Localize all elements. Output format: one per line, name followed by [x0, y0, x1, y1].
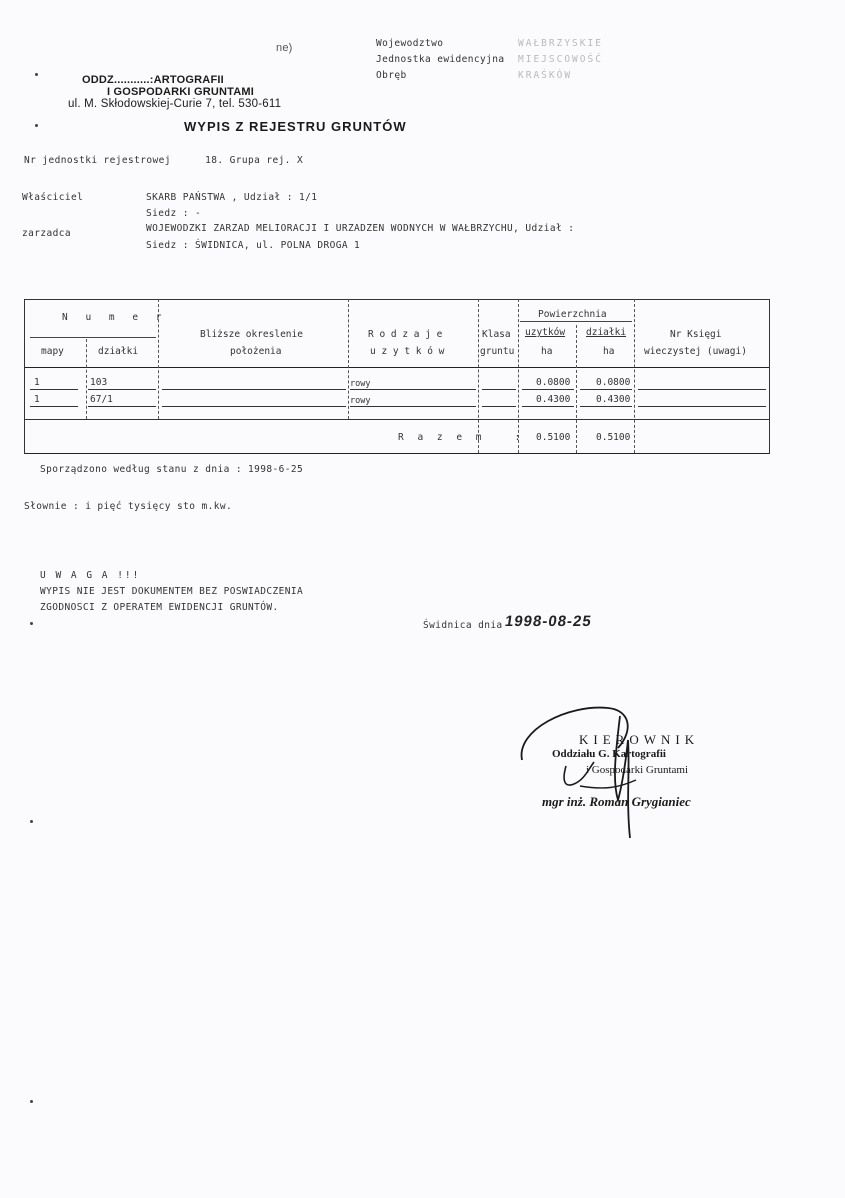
header-blizsze-2: położenia — [230, 346, 282, 357]
handwritten-signature — [508, 700, 708, 845]
area-in-words: Słownie : i pięć tysięcy sto m.kw. — [24, 501, 233, 512]
row2-dzialka: 67/1 — [90, 394, 113, 405]
header-labels — [376, 36, 505, 84]
office-stamp-line2: I GOSPODARKI GRUNTAMI — [107, 86, 254, 98]
row1-rodzaj: rowy — [350, 379, 371, 389]
header-numer: N u m e r — [62, 312, 168, 323]
manager-seat: Siedz : ŚWIDNICA, ul. POLNA DROGA 1 — [146, 240, 361, 251]
header-ksiega-1: Nr Księgi — [670, 329, 722, 340]
total-label: R a z e m : — [398, 432, 525, 443]
signature-department: i Gospodarki Gruntami — [586, 764, 689, 776]
label-wojewodztwo: Wojewodztwo — [376, 38, 444, 49]
label-obreb: Obręb — [376, 70, 407, 81]
land-register-table — [24, 299, 770, 454]
registry-group-label: Grupa rej. — [229, 155, 291, 166]
registry-unit-value: 18. — [205, 155, 224, 166]
signature-office: Oddziału G. Kartografii — [552, 748, 666, 760]
value-obreb: KRAŚKÓW — [518, 70, 573, 81]
margin-mark — [35, 73, 38, 76]
owner-name: SKARB PAŃSTWA , Udział : 1/1 — [146, 192, 318, 203]
value-wojewodztwo: WAŁBRZYSKIE — [518, 38, 603, 49]
owner-label: Właściciel — [22, 192, 84, 203]
row2-mapy: 1 — [34, 394, 40, 405]
registry-line — [24, 155, 303, 166]
note-title: U W A G A !!! — [40, 570, 141, 581]
owner-seat: Siedz : - — [146, 208, 202, 219]
margin-mark — [30, 1100, 33, 1103]
place-date-value: 1998-08-25 — [503, 613, 593, 630]
value-jednostka: MIEJSCOWOŚĆ — [518, 54, 603, 65]
registry-unit-label: Nr jednostki rejestrowej — [24, 155, 171, 166]
header-uzytkow: uzytków — [525, 327, 566, 338]
header-ksiega-2: wieczystej (uwagi) — [644, 346, 747, 357]
margin-mark — [35, 124, 38, 127]
label-jednostka: Jednostka ewidencyjna — [376, 54, 505, 65]
header-blizsze-1: Bliższe okreslenie — [200, 329, 303, 340]
header-rodzaje-1: R o d z a j e — [368, 329, 443, 340]
note-line2: ZGODNOSCI Z OPERATEM EWIDENCJI GRUNTÓW. — [40, 602, 279, 613]
row1-pow-uzytkow: 0.0800 — [536, 377, 571, 388]
row2-rodzaj: rowy — [350, 396, 371, 406]
stamp-fragment: ne) — [276, 42, 293, 54]
signature-name: mgr inż. Roman Grygianiec — [542, 794, 691, 809]
header-dzialki: działki — [98, 346, 139, 357]
margin-mark — [30, 820, 33, 823]
header-ha-1: ha — [541, 346, 553, 357]
header-rodzaje-2: u z y t k ó w — [370, 346, 445, 357]
header-values — [518, 36, 603, 84]
signature-title: KIEROWNIK — [579, 732, 700, 747]
document-title: WYPIS Z REJESTRU GRUNTÓW — [184, 119, 407, 134]
total-uzytkow: 0.5100 — [536, 432, 571, 443]
registry-group-value: X — [296, 155, 304, 166]
row1-pow-dzialki: 0.0800 — [596, 377, 631, 388]
prepared-date: Sporządzono według stanu z dnia : 1998-6-25 — [40, 464, 304, 475]
header-klasa-2: gruntu — [480, 346, 515, 357]
row2-pow-dzialki: 0.4300 — [596, 394, 631, 405]
row1-mapy: 1 — [34, 377, 40, 388]
total-dzialki: 0.5100 — [596, 432, 631, 443]
place-date-label: Świdnica dnia — [423, 620, 503, 631]
row1-dzialka: 103 — [90, 377, 108, 388]
note-line1: WYPIS NIE JEST DOKUMENTEM BEZ POSWIADCZENIA — [40, 586, 304, 597]
manager-label: zarzadca — [22, 228, 71, 239]
header-klasa-1: Klasa — [482, 329, 511, 340]
header-ha-2: ha — [603, 346, 615, 357]
row2-pow-uzytkow: 0.4300 — [536, 394, 571, 405]
office-stamp-line1: ODDZ...........:ARTOGRAFII — [82, 74, 224, 86]
margin-mark — [30, 622, 33, 625]
header-mapy: mapy — [41, 346, 64, 357]
header-dzialki-pow: działki — [586, 327, 627, 338]
manager-name: WOJEWODZKI ZARZAD MELIORACJI I URZADZEN WODNYCH W WAŁBRZYCHU, Udział : — [146, 223, 575, 234]
header-powierzchnia: Powierzchnia — [538, 309, 607, 320]
office-stamp-address: ul. M. Skłodowskiej-Curie 7, tel. 530-611 — [68, 98, 282, 110]
